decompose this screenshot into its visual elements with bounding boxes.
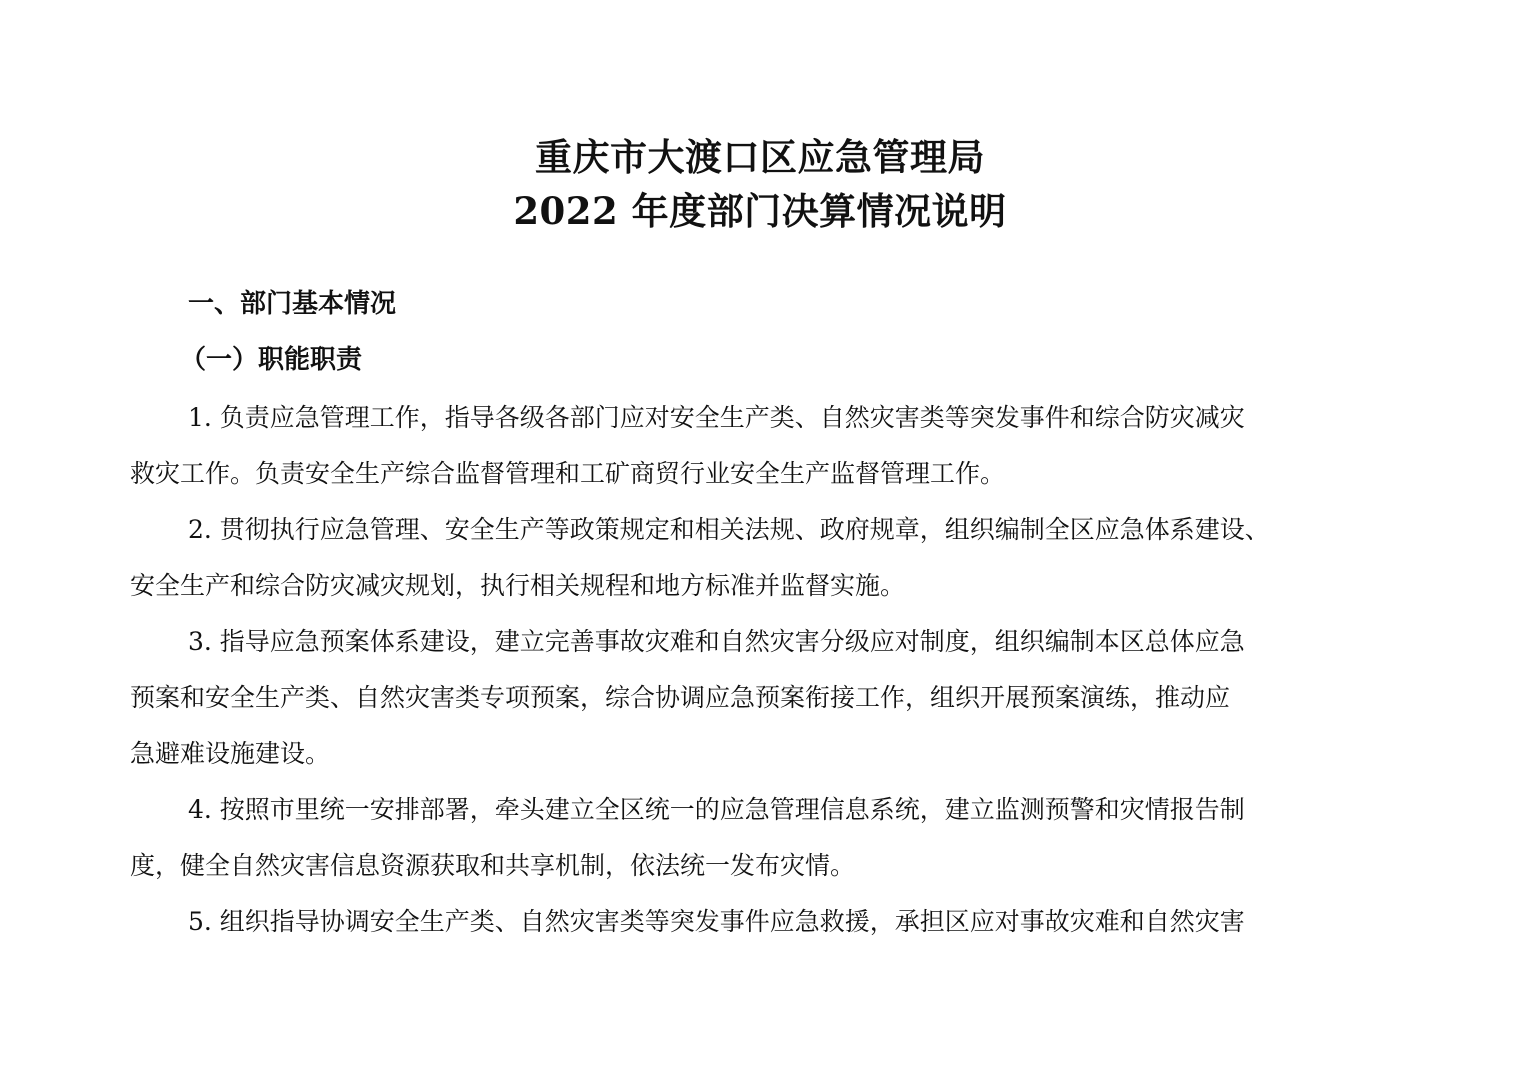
paragraph-2 [130, 502, 1392, 614]
paragraph-line: 预案和安全生产类、自然灾害类专项预案，综合协调应急预案衔接工作，组织开展预案演练，推动应 [130, 683, 1231, 712]
document-title-line-2: 2022 年度部门决算情况说明 [513, 189, 1007, 233]
paragraph-line: 2. 贯彻执行应急管理、安全生产等政策规定和相关法规、政府规章，组织编制全区应急体系建设、 [188, 515, 1270, 544]
subsection-heading: （一）职能职责 [180, 345, 363, 375]
paragraph-line: 4. 按照市里统一安排部署，牵头建立全区统一的应急管理信息系统，建立监测预警和灾情报告制 [188, 795, 1245, 824]
paragraph-3 [130, 614, 1392, 782]
paragraph-line: 急避难设施建设。 [130, 739, 331, 768]
paragraph-line: 1. 负责应急管理工作，指导各级各部门应对安全生产类、自然灾害类等突发事件和综合防灾减灾 [188, 403, 1245, 432]
paragraph-5 [130, 894, 1392, 950]
paragraph-4 [130, 782, 1392, 894]
paragraph-line: 救灾工作。负责安全生产综合监督管理和工矿商贸行业安全生产监督管理工作。 [130, 459, 1006, 488]
document-title-line-1: 重庆市大渡口区应急管理局 [535, 135, 985, 179]
section-heading: 一、部门基本情况 [188, 289, 397, 319]
paragraph-line: 度，健全自然灾害信息资源获取和共享机制，依法统一发布灾情。 [130, 851, 856, 880]
paragraph-line: 5. 组织指导协调安全生产类、自然灾害类等突发事件应急救援，承担区应对事故灾难和自然灾害 [188, 907, 1245, 936]
paragraph-1 [130, 390, 1392, 502]
paragraph-line: 3. 指导应急预案体系建设，建立完善事故灾难和自然灾害分级应对制度，组织编制本区总体应急 [188, 627, 1245, 656]
paragraph-line: 安全生产和综合防灾减灾规划，执行相关规程和地方标准并监督实施。 [130, 571, 906, 600]
